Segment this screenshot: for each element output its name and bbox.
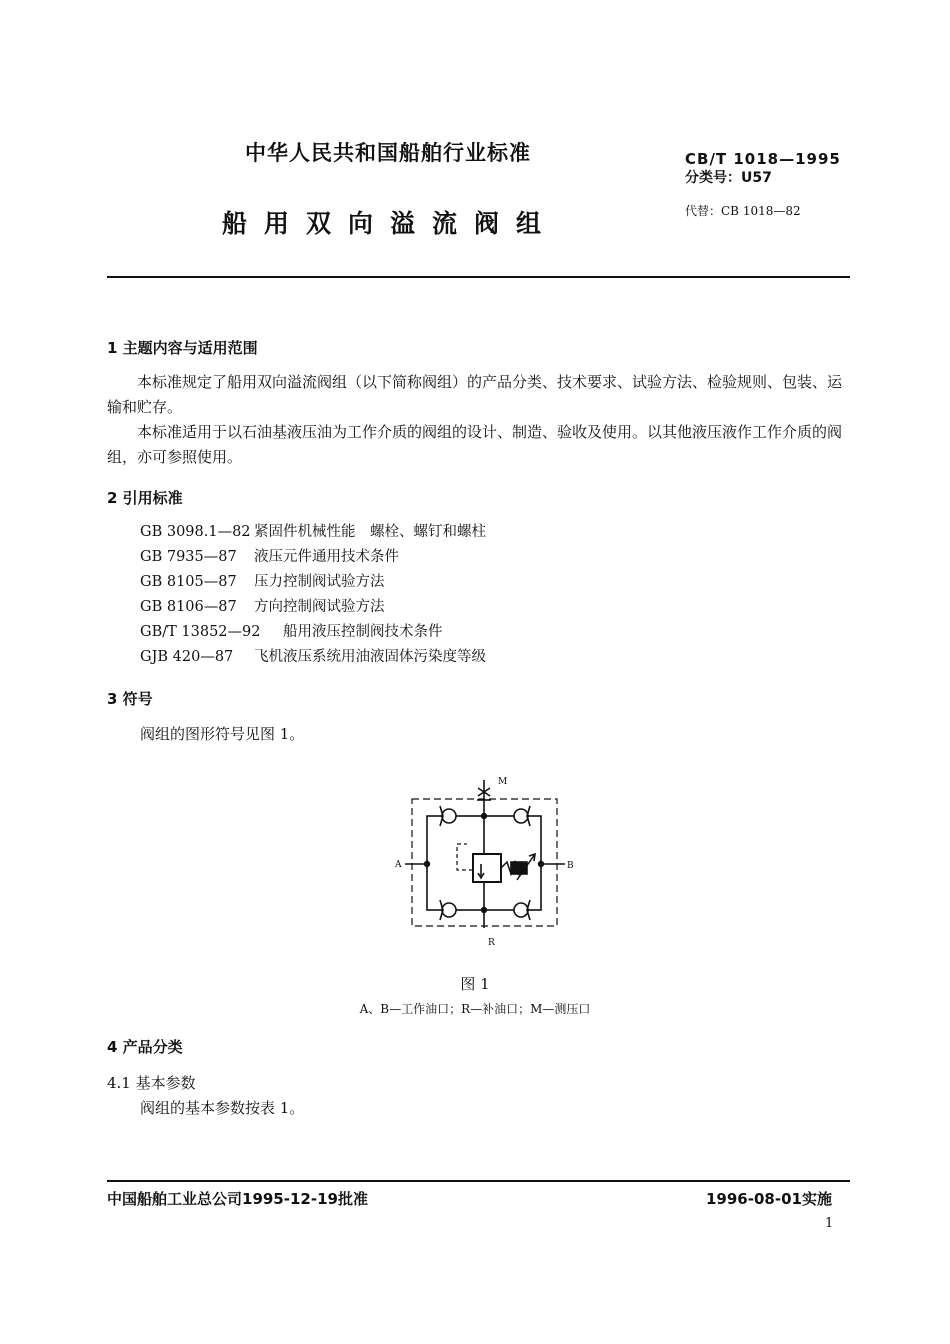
section-4-1-paragraph: 阀组的基本参数按表 1。 — [140, 1099, 305, 1117]
reference-title: 压力控制阀试验方法 — [254, 574, 385, 590]
implementation-date: 1996-08-01实施 — [706, 1190, 832, 1208]
reference-code: GJB 420—87 — [140, 649, 234, 665]
reference-code: GB 8106—87 — [140, 599, 237, 615]
section-3-heading: 3 符号 — [107, 690, 153, 708]
reference-item — [140, 545, 486, 570]
reference-item — [140, 570, 486, 595]
footer-rule — [107, 1180, 850, 1182]
reference-item — [140, 620, 486, 645]
section-3-paragraph: 阀组的图形符号见图 1。 — [140, 725, 305, 743]
page-number: 1 — [825, 1216, 834, 1231]
reference-item — [140, 645, 486, 670]
document-title: 船用双向溢流阀组 — [222, 209, 559, 238]
section-1-paragraph-1: 本标准规定了船用双向溢流阀组（以下简称阀组）的产品分类、技术要求、试验方法、检验规则、包装、运输和贮存。 — [107, 373, 843, 416]
port-label-a: A — [395, 860, 402, 870]
port-label-m: M — [498, 777, 508, 787]
check-valve-bottom-right — [514, 903, 528, 917]
approval-note: 中国船舶工业总公司1995-12-19批准 — [107, 1190, 368, 1208]
reference-code: GB 3098.1—82 — [140, 524, 251, 540]
classification-number: 分类号：U57 — [685, 170, 772, 186]
check-valve-bottom-left — [442, 903, 456, 917]
section-1-heading: 1 主题内容与适用范围 — [107, 339, 258, 357]
reference-title: 飞机液压系统用油液固体污染度等级 — [254, 649, 486, 665]
port-label-r: R — [488, 938, 495, 948]
section-2-heading: 2 引用标准 — [107, 489, 183, 507]
figure-caption: 图 1 — [460, 975, 490, 993]
header-rule — [107, 276, 850, 278]
junction-b — [538, 861, 544, 867]
reference-title: 方向控制阀试验方法 — [254, 599, 385, 615]
reference-item — [140, 520, 486, 545]
reference-title: 紧固件机械性能 螺栓、螺钉和螺柱 — [254, 524, 486, 540]
check-valve-top-left — [442, 809, 456, 823]
relief-valve-body — [473, 854, 501, 882]
section-1-paragraph-2: 本标准适用于以石油基液压油为工作介质的阀组的设计、制造、验收及使用。以其他液压液作工作介质的阀组，亦可参照使用。 — [107, 423, 843, 466]
section-4-1-heading: 4.1 基本参数 — [107, 1074, 196, 1092]
junction-bottom — [481, 907, 487, 913]
reference-list — [140, 520, 486, 670]
standard-code: CB/T 1018—1995 — [685, 150, 841, 168]
junction-top — [481, 813, 487, 819]
junction-a — [424, 861, 430, 867]
port-label-b: B — [567, 861, 574, 871]
check-valve-top-right — [514, 809, 528, 823]
standard-category-title: 中华人民共和国船舶行业标准 — [245, 141, 531, 165]
reference-title: 液压元件通用技术条件 — [254, 549, 399, 565]
section-1-body — [107, 370, 852, 470]
reference-code: GB 8105—87 — [140, 574, 237, 590]
reference-code: GB/T 13852—92 — [140, 624, 261, 640]
reference-code: GB 7935—87 — [140, 549, 237, 565]
reference-title: 船用液压控制阀技术条件 — [283, 624, 443, 640]
replaces-standard: 代替：CB 1018—82 — [685, 204, 801, 218]
section-4-heading: 4 产品分类 — [107, 1038, 183, 1056]
figure-legend: A、B—工作油口；R—补油口；M—测压口 — [359, 1002, 591, 1016]
reference-item — [140, 595, 486, 620]
valve-group-symbol-diagram — [385, 770, 585, 950]
